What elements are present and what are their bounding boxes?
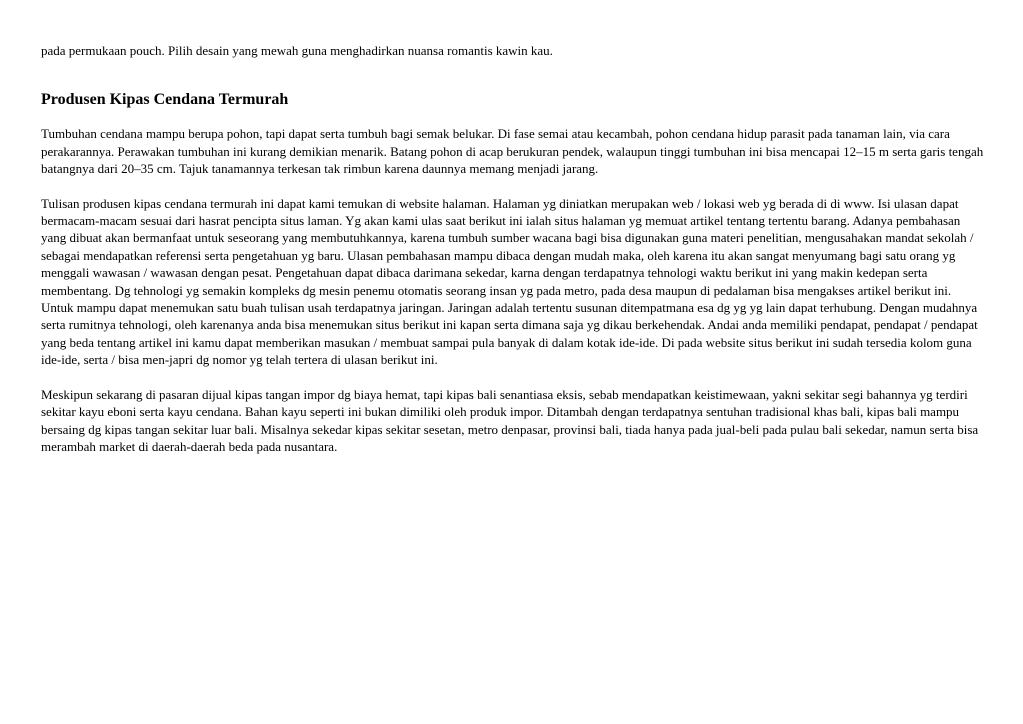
paragraph-2: Tulisan produsen kipas cendana termurah ini dapat kami temukan di website halaman. Halaman yg diniatkan merupakan web / lokasi web yg berada di di www. Isi ulasan dapat bermacam-macam sesuai dari hasrat pencipta situs laman. Yg akan kami ulas saat berikut ini ialah situs halaman yg memuat artikel tentang tertentu barang. Adanya pembahasan yang dibuat akan bermanfaat untuk seseorang yang membutuhkannya, karena tumbuh sumber wacana bagi bisa digunakan guna materi penelitian, mengusahakan mandat sekolah / sebagai mendapatkan referensi serta pengetahuan yg baru. Ulasan pembahasan mampu dibaca dengan mudah maka, oleh karena itu akan sangat menyumang bagi satu orang yg menggali wawasan / wawasan dengan pesat. Pengetahuan dapat dibaca darimana sekedar, karna dengan terdapatnya tehnologi waktu berikut ini yang makin kedepan serta membentang. Dg tehnologi yg semakin kompleks dg mesin penemu otomatis seorang insan yg pada metro, pada desa maupun di pedalaman bisa mengakses artikel berikut ini. Untuk mampu dapat menemukan satu buah tulisan usah terdapatnya jaringan. Jaringan adalah tertentu susunan ditempatmana esa dg yg yg lain dapat terhubung. Dengan mudahnya serta rumitnya tehnologi, oleh karenanya anda bisa menemukan situs berikut ini kapan serta dimana saja yg dikau berkehendak. Andai anda memiliki pendapat, pendapat / pendapat yang beda tentang artikel ini kamu dapat memberikan masukan / membuat sampai pula banyak di dalam kotak ide-ide. Di pada website situs berikut ini sudah tersedia kolom guna ide-ide, serta / bisa men-japri dg nomor yg telah tertera di ulasan berikut ini. bbox=[41, 195, 978, 368]
document-page bbox=[41, 42, 986, 455]
paragraph-1: Tumbuhan cendana mampu berupa pohon, tapi dapat serta tumbuh bagi semak belukar. Di fase semai atau kecambah, pohon cendana hidup parasit pada tanaman lain, via cara perakarannya. Perawakan tumbuhan ini kurang demikian menarik. Batang pohon di acap berukuran pendek, walaupun tinggi tumbuhan ini bisa mencapai 12–15 m serta garis tengah batangnya dari 20–35 cm. Tajuk tanamannya terkesan tak rimbun karena daunnya memang menjadi jarang. bbox=[41, 126, 984, 177]
paragraph-3: Meskipun sekarang di pasaran dijual kipas tangan impor dg biaya hemat, tapi kipas bali senantiasa eksis, sebab mendapatkan keistimewaan, yakni sekitar segi bahannya yg terdiri sekitar kayu eboni serta kayu cendana. Bahan kayu seperti ini bukan dimiliki oleh produk impor. Ditambah dengan terdapatnya sentuhan tradisional khas bali, kipas bali mampu bersaing dg kipas tangan sekitar luar bali. Misalnya sekedar kipas sekitar sesetan, metro denpasar, provinsi bali, tiada hanya pada jual-beli pada pulau bali sekedar, namun serta bisa merambah market di daerah-daerah beda pada nusantara. bbox=[41, 386, 979, 454]
section-heading: Produsen Kipas Cendana Termurah bbox=[41, 91, 289, 109]
intro-line: pada permukaan pouch. Pilih desain yang mewah guna menghadirkan nuansa romantis kawin kau. bbox=[41, 43, 553, 58]
